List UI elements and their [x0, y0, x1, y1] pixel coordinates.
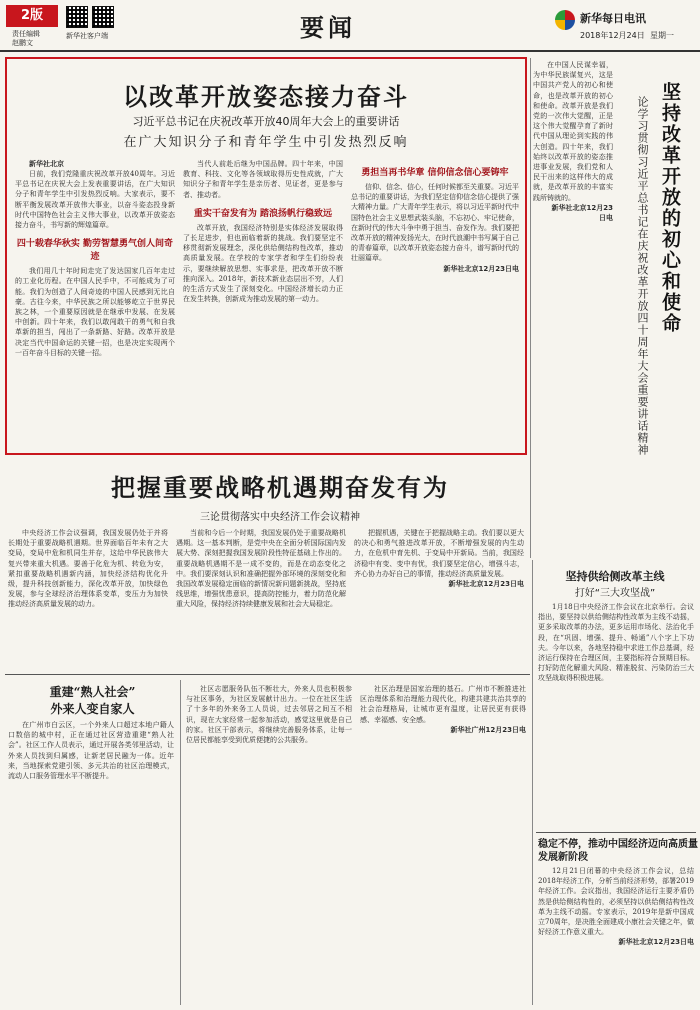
second-end-dateline: 新华社北京12月23日电 — [448, 580, 524, 589]
qr-code-icon[interactable] — [92, 6, 114, 28]
feature-text: 在中国人民谋幸福，为中华民族谋复兴，这是中国共产党人的初心和使命，也是改革开放的初心和使命。改革开放是我们党的一次伟大觉醒，正是这个伟大觉醒孕育了新时代中国从理论到实践的伟大创造。四十年来，我们始终以改革开放的姿态推进事业发展，我们党和人民干出来的这样伟大的成就，是改革开放的丰富实践所铸就的。 — [533, 61, 613, 202]
third-column-1 — [8, 720, 174, 1005]
right2-body — [538, 602, 694, 830]
right3-headline[interactable]: 稳定不停，推动中国经济迈向高质量发展新阶段 — [538, 839, 698, 863]
section-title: 要闻 — [300, 13, 356, 42]
brand-name: 新华每日电讯 — [580, 12, 646, 25]
lead-subheadline-2: 在广大知识分子和青年学生中引发热烈反响 — [123, 135, 409, 150]
editor-label: 责任编辑 — [12, 30, 40, 38]
second-body: 中央经济工作会议强调，我国发展仍处于并将长期处于重要战略机遇期。世界面临百年未有之大变局，变局中危和机同生并存，这给中华民族伟大复兴带来重大机遇。要善于化危为机、转危为安，紧扣重要战略机遇新内涵，加快经济结构优化升级，提升科技创新能力，深化改革开放，加快绿色发展，参与全球经济治理体系变革，变压力为加快推动经济高质量发展的动力。 — [8, 529, 168, 609]
qr-code-icon[interactable] — [66, 6, 88, 28]
column-divider — [180, 680, 181, 1005]
qr-caption: 新华社客户端 — [66, 32, 108, 40]
lead-headline[interactable]: 以改革开放姿态接力奋斗 — [123, 82, 409, 111]
feature-subheadline: 论学习贯彻习近平总书记在庆祝改革开放四十周年大会重要讲话精神 — [636, 96, 649, 456]
lead-section-heading: 四十载春华秋实 勤劳智慧勇气创人间奇迹 — [16, 239, 174, 263]
lead-subheadline: 习近平总书记在庆祝改革开放40周年大会上的重要讲话 — [132, 115, 400, 128]
editor-credit — [12, 30, 40, 48]
second-body: 当前和今后一个时期，我国发展仍处于重要战略机遇期。这一基本判断，是党中央在全面分析国际国内发展大势、深刻把握我国发展阶段性特征基础上作出的。重要战略机遇期不是一成不变的，而是在动态变化之中。我们要深刻认识和准确把握外部环境的深刻变化和我国改革发展稳定面临的新情况新问题新挑战，坚持底线思维，增强忧患意识，提高防控能力，着力防范化解重大风险，保持经济持续健康发展和社会大局稳定。 — [176, 529, 346, 609]
right2-headline[interactable]: 坚持供给侧改革主线 — [565, 570, 665, 583]
second-column-2 — [176, 528, 346, 668]
lead-column-3 — [351, 159, 519, 451]
feature-body — [533, 60, 613, 455]
third-headline[interactable]: 重建“熟人社会” — [49, 685, 136, 699]
section-divider — [5, 674, 530, 675]
third-body: 在广州市白云区，一个外来人口超过本地户籍人口数倍的城中村，正在通过社区营造重建“熟人社会”。社区工作人员表示，通过开展各类邻里活动，让外来人员找到归属感，让新老居民融为一体。近年来，当地探索党建引领、多元共治的社区治理模式，流动人口服务管理水平不断提升。 — [8, 721, 174, 781]
second-column-3 — [354, 528, 524, 668]
third-headline-2[interactable]: 外来人变自家人 — [50, 702, 135, 716]
lead-body: 我们用几十年时间走完了发达国家几百年走过的工业化历程。在中国人民手中，不可能成为了可能。我们为创造了人间奇迹的中国人民感到无比自豪。古往今来，中华民族之所以能够屹立于世界民族之林，一个重要原因就是在继承中发展、在发展中创新。四十年来，我们以敢闯敢干的勇气和自我革新的担当，闯出了一条新路、好路。改革开放是决定当代中国命运的关键一招，也是决定实现两个一百年奋斗目标的关键一招。 — [15, 267, 175, 357]
second-headline[interactable]: 把握重要战略机遇期奋发有为 — [111, 473, 449, 502]
right2-subheadline: 打好“三大攻坚战” — [574, 588, 656, 599]
issue-date: 2018年12月24日 — [580, 31, 645, 40]
lead-column-1 — [15, 159, 175, 451]
lead-column-2 — [183, 159, 343, 451]
feature-end-dateline: 新华社北京12月23日电 — [551, 203, 613, 222]
lead-section-heading: 重实干奋发有为 踏浪扬帆行稳致远 — [193, 208, 333, 219]
right3-text: 12月21日闭幕的中央经济工作会议，总结2018年经济工作，分析当前经济形势，部署2019年经济工作。会议指出，我国经济运行主要矛盾仍然是供给侧结构性的，必须坚持以供给侧结构性改革为主线不动摇。专家表示，2019年是新中国成立70周年，是决胜全面建成小康社会关键之年，做好经济工作意义重大。 — [538, 867, 694, 937]
editor-name: 赵鹏文 — [12, 39, 33, 47]
lead-end-dateline: 新华社北京12月23日电 — [443, 264, 519, 273]
column-divider — [532, 560, 533, 1005]
masthead — [0, 0, 700, 52]
third-column-3 — [360, 684, 526, 1005]
right3-body — [538, 866, 694, 1006]
second-body: 把握机遇，关键在于把握战略主动。我们要以更大的决心和勇气推进改革开放，不断增强发展的内生动力，在危机中育先机、于变局中开新局。当前，我国经济稳中有变、变中有忧，我们要坚定信心，增强斗志，齐心协力办好自己的事情，推动经济高质量发展。 — [354, 529, 524, 578]
third-end-dateline: 新华社广州12月23日电 — [450, 725, 526, 734]
lead-intro: 日前，我们党隆重庆祝改革开放40周年。习近平总书记在庆祝大会上发表重要讲话，在广大知识分子和青年学生中引发热烈反响。大家表示，要不断平衡发展改革开放伟大事业，以奋斗姿态投身新时代中国特色社会主义伟大事业，以改革开放姿态接力奋斗，书写新的辉煌篇章。 — [15, 170, 175, 230]
lead-body: 改革开放，我国经济特别是实体经济发展取得了长足进步，但也面临着新的挑战。我们要坚定不移贯彻新发展理念，深化供给侧结构性改革，推动高质量发展。在学校的专家学者和学生们纷纷表示，要继续解放思想、实事求是，把改革开放不断推向深入。2018年，新技术新业态层出不穷，人们的生活方式发生了深刻变化。中国经济增长动力正在发生转换，创新成为推动发展的第一动力。 — [183, 223, 343, 304]
dateline: 新华社北京 — [29, 160, 64, 168]
third-body: 社区志愿服务队伍不断壮大，外来人员也积极参与社区事务，为社区发展献计出力。一位在社区生活了十多年的外来务工人员说，过去邻居之间互不相识，现在大家经常一起参加活动，感觉这里就是自己的家。社区干部表示，将继续完善服务体系，让每一位居民都能享受到优质便捷的公共服务。 — [186, 685, 352, 745]
lead-article — [5, 57, 527, 455]
lead-body: 信仰、信念、信心，任何时候都至关重要。习近平总书记的重要讲话，为我们坚定信仰信念信心提供了强大精神力量。广大青年学生表示，将以习近平新时代中国特色社会主义思想武装头脑，不忘初心、牢记使命，在新时代的伟大斗争中勇于担当、奋发作为。我们要把改革开放的精神发扬光大，在时代浪潮中书写属于自己的青春篇章，以改革开放姿态接力奋斗，谱写新时代的壮丽篇章。 — [351, 183, 519, 263]
feature-headline[interactable]: 坚持改革开放的初心和使命 — [659, 82, 681, 334]
lead-section-heading: 勇担当再书华章 信仰信念信心要铸牢 — [361, 168, 509, 178]
third-column-2 — [186, 684, 352, 1005]
lead-body: 当代人前赴后继为中国品牌。四十年来，中国教育、科技、文化等各领域取得历史性成就，广大知识分子和青年学生是亲历者、见证者，更是参与者、推动者。 — [183, 160, 343, 199]
brand-logo-icon — [555, 10, 575, 30]
issue-weekday: 星期一 — [650, 31, 674, 40]
right2-text: 1月18日中央经济工作会议在北京举行。会议指出，要坚持以供给侧结构性改革为主线不动摇，更多采取改革的办法，更多运用市场化、法治化手段，在“巩固、增强、提升、畅通”八个字上下功夫。今年以来，各地坚持稳中求进工作总基调，经济运行保持在合理区间，主要指标符合预期目标。打好防范化解重大风险、精准脱贫、污染防治三大攻坚战取得积极进展。 — [538, 603, 694, 683]
column-divider — [530, 58, 531, 558]
second-column-1 — [8, 528, 168, 668]
section-divider — [536, 832, 696, 833]
third-body: 社区治理是国家治理的基石。广州市不断推进社区治理体系和治理能力现代化，构建共建共治共享的社会治理格局，让城市更有温度，让居民更有获得感、幸福感、安全感。 — [360, 685, 526, 724]
second-subheadline: 三论贯彻落实中央经济工作会议精神 — [200, 512, 360, 523]
right3-end-dateline: 新华社北京12月23日电 — [618, 938, 694, 947]
page-number: 2版 — [6, 5, 58, 27]
